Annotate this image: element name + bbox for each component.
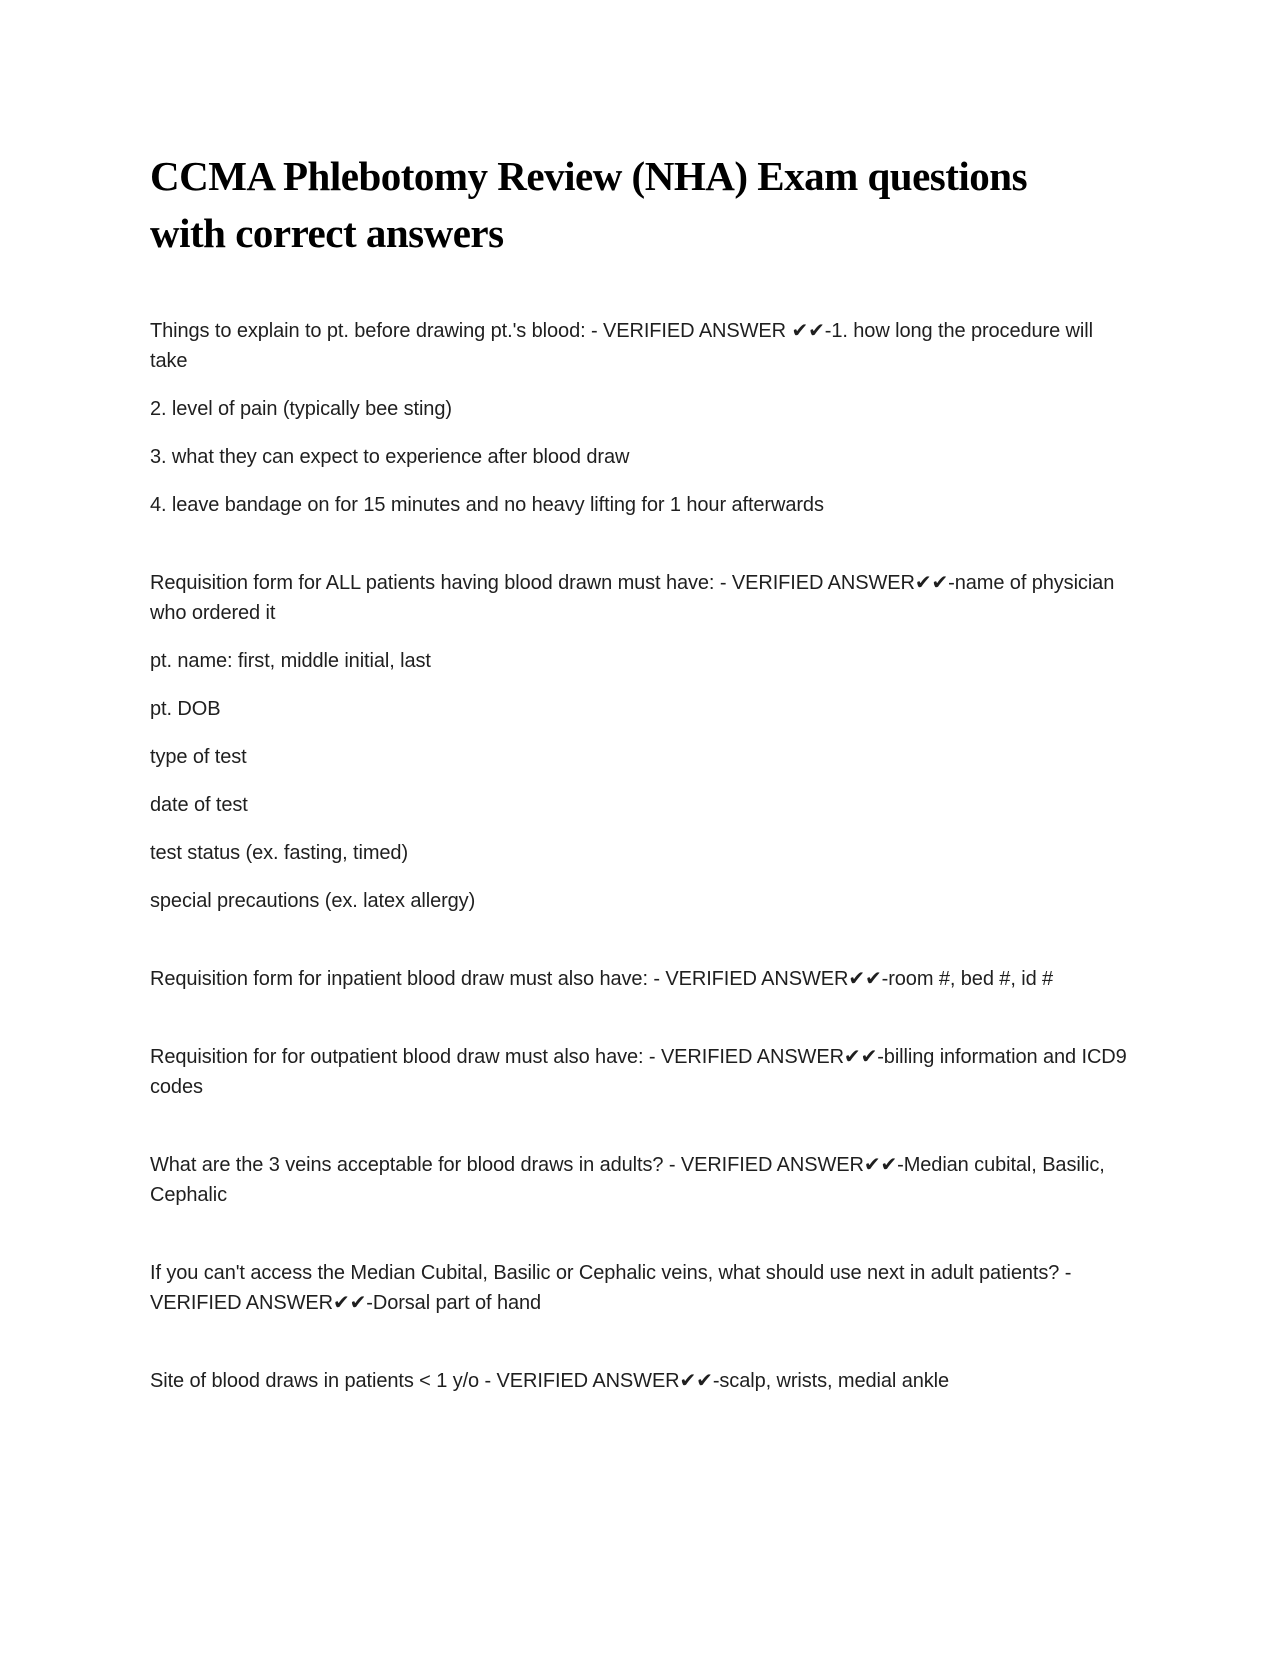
qa-paragraph: test status (ex. fasting, timed)	[150, 842, 409, 864]
qa-paragraph: Requisition for for outpatient blood draw must also have: - VERIFIED ANSWER✔✔-billing information and ICD9 codes	[150, 1046, 1127, 1098]
qa-paragraph: special precautions (ex. latex allergy)	[150, 890, 476, 912]
qa-block	[150, 316, 1130, 520]
qa-paragraph: pt. name: first, middle initial, last	[150, 650, 431, 672]
qa-paragraph: 2. level of pain (typically bee sting)	[150, 398, 452, 420]
qa-paragraph: If you can't access the Median Cubital, Basilic or Cephalic veins, what should use next in adult patients? - VERIFIED ANSWER✔✔-Dorsal part of hand	[150, 1262, 1072, 1314]
qa-paragraph: Requisition form for inpatient blood draw must also have: - VERIFIED ANSWER✔✔-room #, bed #, id #	[150, 968, 1054, 990]
document-body	[150, 316, 1130, 1396]
qa-block	[150, 1366, 1130, 1396]
qa-paragraph: date of test	[150, 794, 248, 816]
qa-paragraph: 3. what they can expect to experience after blood draw	[150, 446, 630, 468]
qa-block	[150, 568, 1130, 916]
qa-paragraph: pt. DOB	[150, 698, 221, 720]
qa-paragraph: Requisition form for ALL patients having blood drawn must have: - VERIFIED ANSWER✔✔-name of physician who ordered it	[150, 572, 1115, 624]
qa-block	[150, 1042, 1130, 1102]
qa-paragraph: 4. leave bandage on for 15 minutes and no heavy lifting for 1 hour afterwards	[150, 494, 824, 516]
qa-block	[150, 1258, 1130, 1318]
qa-paragraph: Site of blood draws in patients < 1 y/o - VERIFIED ANSWER✔✔-scalp, wrists, medial ankle	[150, 1370, 950, 1392]
qa-block	[150, 964, 1130, 994]
qa-paragraph: What are the 3 veins acceptable for blood draws in adults? - VERIFIED ANSWER✔✔-Median cubital, Basilic, Cephalic	[150, 1154, 1105, 1206]
document-title: CCMA Phlebotomy Review (NHA) Exam questions with correct answers	[150, 153, 1028, 256]
qa-block	[150, 1150, 1130, 1210]
qa-paragraph: type of test	[150, 746, 247, 768]
qa-paragraph: Things to explain to pt. before drawing pt.'s blood: - VERIFIED ANSWER ✔✔-1. how long the procedure will take	[150, 320, 1093, 372]
